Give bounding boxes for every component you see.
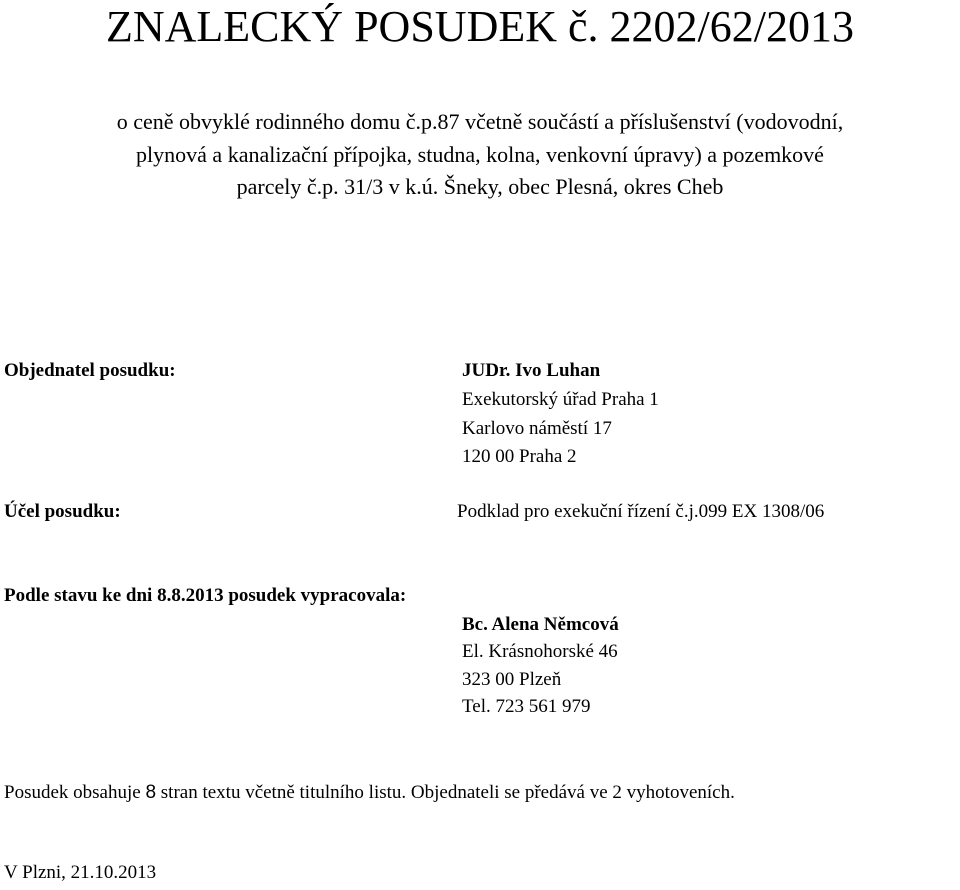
place-and-date: V Plzni, 21.10.2013	[4, 862, 157, 883]
client-name: JUDr. Ivo Luhan	[462, 360, 601, 381]
author-city: 323 00 Plzeň	[462, 669, 562, 690]
contents-prefix: Posudek obsahuje	[4, 782, 146, 803]
client-office: Exekutorský úřad Praha 1	[462, 389, 659, 410]
subtitle-line-2: plynová a kanalizační přípojka, studna, kolna, venkovní úpravy) a pozemkové	[136, 142, 824, 167]
client-label: Objednatel posudku:	[4, 360, 176, 381]
contents-page-count: 8	[145, 782, 157, 803]
contents-statement	[4, 781, 735, 805]
subtitle-line-1: o ceně obvyklé rodinného domu č.p.87 včetně součástí a příslušenství (vodovodní,	[116, 109, 844, 134]
purpose-label: Účel posudku:	[4, 501, 121, 522]
author-label: Podle stavu ke dni 8.8.2013 posudek vypracovala:	[4, 585, 407, 606]
purpose-value: Podklad pro exekuční řízení č.j.099 EX 1308/06	[457, 501, 825, 522]
author-phone: Tel. 723 561 979	[462, 696, 591, 717]
client-city: 120 00 Praha 2	[462, 446, 577, 467]
author-name: Bc. Alena Němcová	[462, 614, 619, 635]
contents-suffix: stran textu včetně titulního listu. Objednateli se předává ve 2 vyhotoveních.	[156, 782, 735, 803]
subtitle-line-3: parcely č.p. 31/3 v k.ú. Šneky, obec Plesná, okres Cheb	[236, 174, 724, 199]
document-title: ZNALECKÝ POSUDEK č. 2202/62/2013	[106, 2, 854, 51]
author-street: El. Krásnohorské 46	[462, 641, 618, 662]
client-street: Karlovo náměstí 17	[462, 418, 612, 439]
